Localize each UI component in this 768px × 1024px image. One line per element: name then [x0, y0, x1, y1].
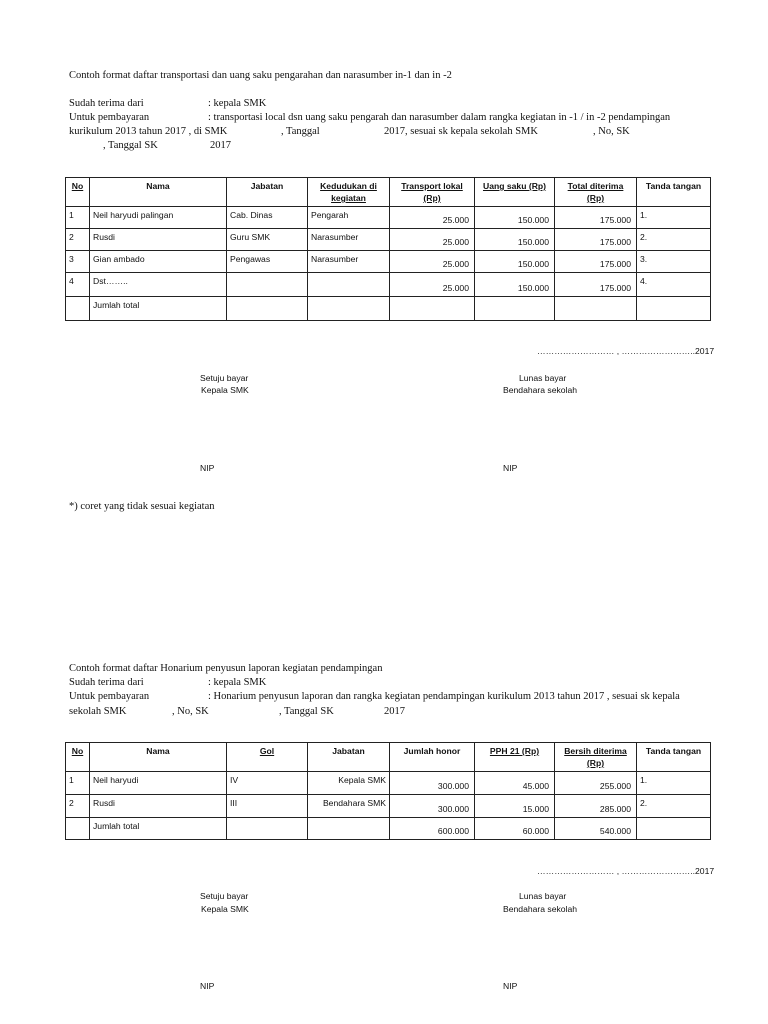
cell-no: 2	[66, 795, 90, 818]
cell-jabatan: Kepala SMK	[308, 772, 390, 795]
total-honor: 600.000	[390, 818, 475, 840]
cell-transport: 25.000	[390, 207, 475, 229]
cell-gol: III	[227, 795, 308, 818]
col-header-gol: Gol	[227, 743, 308, 772]
cell-no: 1	[66, 772, 90, 795]
payment-value: : Honarium penyusun laporan dan rangka kegiatan pendampingan kurikulum 2013 tahun 2017 , sesuai sk kepala	[208, 691, 680, 702]
cell-empty	[308, 818, 390, 840]
payment-label: Untuk pembayaran	[69, 112, 150, 123]
cell-ttd: 1.	[637, 207, 711, 229]
cell-nama: Rusdi	[90, 229, 227, 251]
cell-transport: 25.000	[390, 273, 475, 297]
received-from-label: Sudah terima dari	[69, 98, 144, 109]
cell-no: 3	[66, 251, 90, 273]
cell-ttd: 1.	[637, 772, 711, 795]
nip-right: NIP	[503, 463, 518, 473]
cell-no	[66, 818, 90, 840]
table-row	[66, 795, 711, 818]
paid-label: Lunas bayar	[519, 891, 567, 901]
paid-label: Lunas bayar	[519, 373, 567, 383]
cell-jabatan: Bendahara SMK	[308, 795, 390, 818]
cell-ttd: 2.	[637, 229, 711, 251]
approve-label: Setuju bayar	[200, 373, 249, 383]
cell-no	[66, 297, 90, 321]
cell-no: 2	[66, 229, 90, 251]
section2-title: Contoh format daftar Honarium penyusun laporan kegiatan pendampingan	[69, 663, 383, 674]
approver-title: Kepala SMK	[201, 385, 249, 395]
payment-label: Untuk pembayaran	[69, 691, 150, 702]
honorarium-table	[65, 742, 711, 840]
payment-line2-c: , Tanggal SK	[279, 706, 334, 717]
cell-kedudukan	[308, 273, 390, 297]
nip-left: NIP	[200, 981, 215, 991]
payment-value: : transportasi local dsn uang saku pengarah dan narasumber dalam rangka kegiatan in -1 / in -2 pendampingan	[208, 112, 671, 123]
section1-title: Contoh format daftar transportasi dan uang saku pengarahan dan narasumber in-1 dan in -2	[69, 70, 452, 81]
cell-honor: 300.000	[390, 795, 475, 818]
cell-pph: 45.000	[475, 772, 555, 795]
payment-line2-b: , No, SK	[172, 706, 209, 717]
col-header-no: No	[66, 178, 90, 207]
cell-honor: 300.000	[390, 772, 475, 795]
table-row	[66, 251, 711, 273]
table-row	[66, 207, 711, 229]
cell-jabatan: Cab. Dinas	[227, 207, 308, 229]
table-header-row	[66, 178, 711, 207]
total-pph: 60.000	[475, 818, 555, 840]
cell-nama: Rusdi	[90, 795, 227, 818]
table-total-row	[66, 297, 711, 321]
treasurer-title: Bendahara sekolah	[503, 904, 578, 914]
total-label: Jumlah total	[90, 297, 227, 321]
cell-uang-saku: 150.000	[475, 273, 555, 297]
cell-jabatan: Pengawas	[227, 251, 308, 273]
cell-uang-saku: 150.000	[475, 207, 555, 229]
col-header-pph21: PPH 21 (Rp)	[475, 743, 555, 772]
cell-jabatan: Guru SMK	[227, 229, 308, 251]
payment-line3-b: 2017	[210, 140, 231, 151]
cell-empty	[390, 297, 475, 321]
cell-total: 175.000	[555, 251, 637, 273]
col-header-ttd: Tanda tangan	[637, 743, 711, 772]
transport-table	[65, 177, 711, 321]
table-row	[66, 273, 711, 297]
cell-pph: 15.000	[475, 795, 555, 818]
date-line: ……………………… , ……………………..2017	[537, 866, 715, 876]
cell-ttd: 2.	[637, 795, 711, 818]
table-row	[66, 772, 711, 795]
col-header-ttd: Tanda tangan	[637, 178, 711, 207]
cell-total: 175.000	[555, 273, 637, 297]
col-header-nama: Nama	[90, 743, 227, 772]
cell-empty	[637, 297, 711, 321]
date-line: ……………………… , ……………………..2017	[537, 346, 715, 356]
col-header-jumlah-honor: Jumlah honor	[390, 743, 475, 772]
cell-kedudukan: Pengarah	[308, 207, 390, 229]
cell-no: 1	[66, 207, 90, 229]
treasurer-title: Bendahara sekolah	[503, 385, 578, 395]
cell-no: 4	[66, 273, 90, 297]
cell-kedudukan: Narasumber	[308, 229, 390, 251]
payment-line2-d: , No, SK	[593, 126, 630, 137]
approve-label: Setuju bayar	[200, 891, 249, 901]
cell-empty	[308, 297, 390, 321]
cell-uang-saku: 150.000	[475, 251, 555, 273]
col-header-total: Total diterima (Rp)	[555, 178, 637, 207]
cell-total: 175.000	[555, 229, 637, 251]
cell-transport: 25.000	[390, 251, 475, 273]
cell-jabatan	[227, 273, 308, 297]
footnote: *) coret yang tidak sesuai kegiatan	[69, 501, 215, 512]
payment-line2-c: 2017, sesuai sk kepala sekolah SMK	[384, 126, 538, 137]
payment-line3-a: , Tanggal SK	[103, 140, 158, 151]
cell-bersih: 285.000	[555, 795, 637, 818]
cell-ttd: 3.	[637, 251, 711, 273]
cell-empty	[637, 818, 711, 840]
cell-nama: Neil haryudi	[90, 772, 227, 795]
col-header-nama: Nama	[90, 178, 227, 207]
table-row	[66, 229, 711, 251]
col-header-jabatan: Jabatan	[308, 743, 390, 772]
approver-title: Kepala SMK	[201, 904, 249, 914]
payment-line2-a: sekolah SMK	[69, 706, 127, 717]
cell-uang-saku: 150.000	[475, 229, 555, 251]
received-from-label: Sudah terima dari	[69, 677, 144, 688]
total-label: Jumlah total	[90, 818, 227, 840]
cell-total: 175.000	[555, 207, 637, 229]
cell-gol: IV	[227, 772, 308, 795]
nip-right: NIP	[503, 981, 518, 991]
table-total-row	[66, 818, 711, 840]
col-header-no: No	[66, 743, 90, 772]
cell-nama: Neil haryudi palingan	[90, 207, 227, 229]
col-header-jabatan: Jabatan	[227, 178, 308, 207]
received-from-value: : kepala SMK	[208, 98, 267, 109]
cell-transport: 25.000	[390, 229, 475, 251]
cell-kedudukan: Narasumber	[308, 251, 390, 273]
cell-empty	[227, 818, 308, 840]
payment-line2-d: 2017	[384, 706, 405, 717]
received-from-value: : kepala SMK	[208, 677, 267, 688]
nip-left: NIP	[200, 463, 215, 473]
col-header-kedudukan: Kedudukan di kegiatan	[308, 178, 390, 207]
cell-empty	[555, 297, 637, 321]
col-header-transport: Transport lokal (Rp)	[390, 178, 475, 207]
cell-empty	[475, 297, 555, 321]
total-bersih: 540.000	[555, 818, 637, 840]
payment-line2-a: kurikulum 2013 tahun 2017 , di SMK	[69, 126, 228, 137]
cell-bersih: 255.000	[555, 772, 637, 795]
cell-empty	[227, 297, 308, 321]
col-header-uang-saku: Uang saku (Rp)	[475, 178, 555, 207]
cell-ttd: 4.	[637, 273, 711, 297]
table-header-row	[66, 743, 711, 772]
cell-nama: Dst……..	[90, 273, 227, 297]
payment-line2-b: , Tanggal	[281, 126, 320, 137]
cell-nama: Gian ambado	[90, 251, 227, 273]
col-header-bersih: Bersih diterima (Rp)	[555, 743, 637, 772]
